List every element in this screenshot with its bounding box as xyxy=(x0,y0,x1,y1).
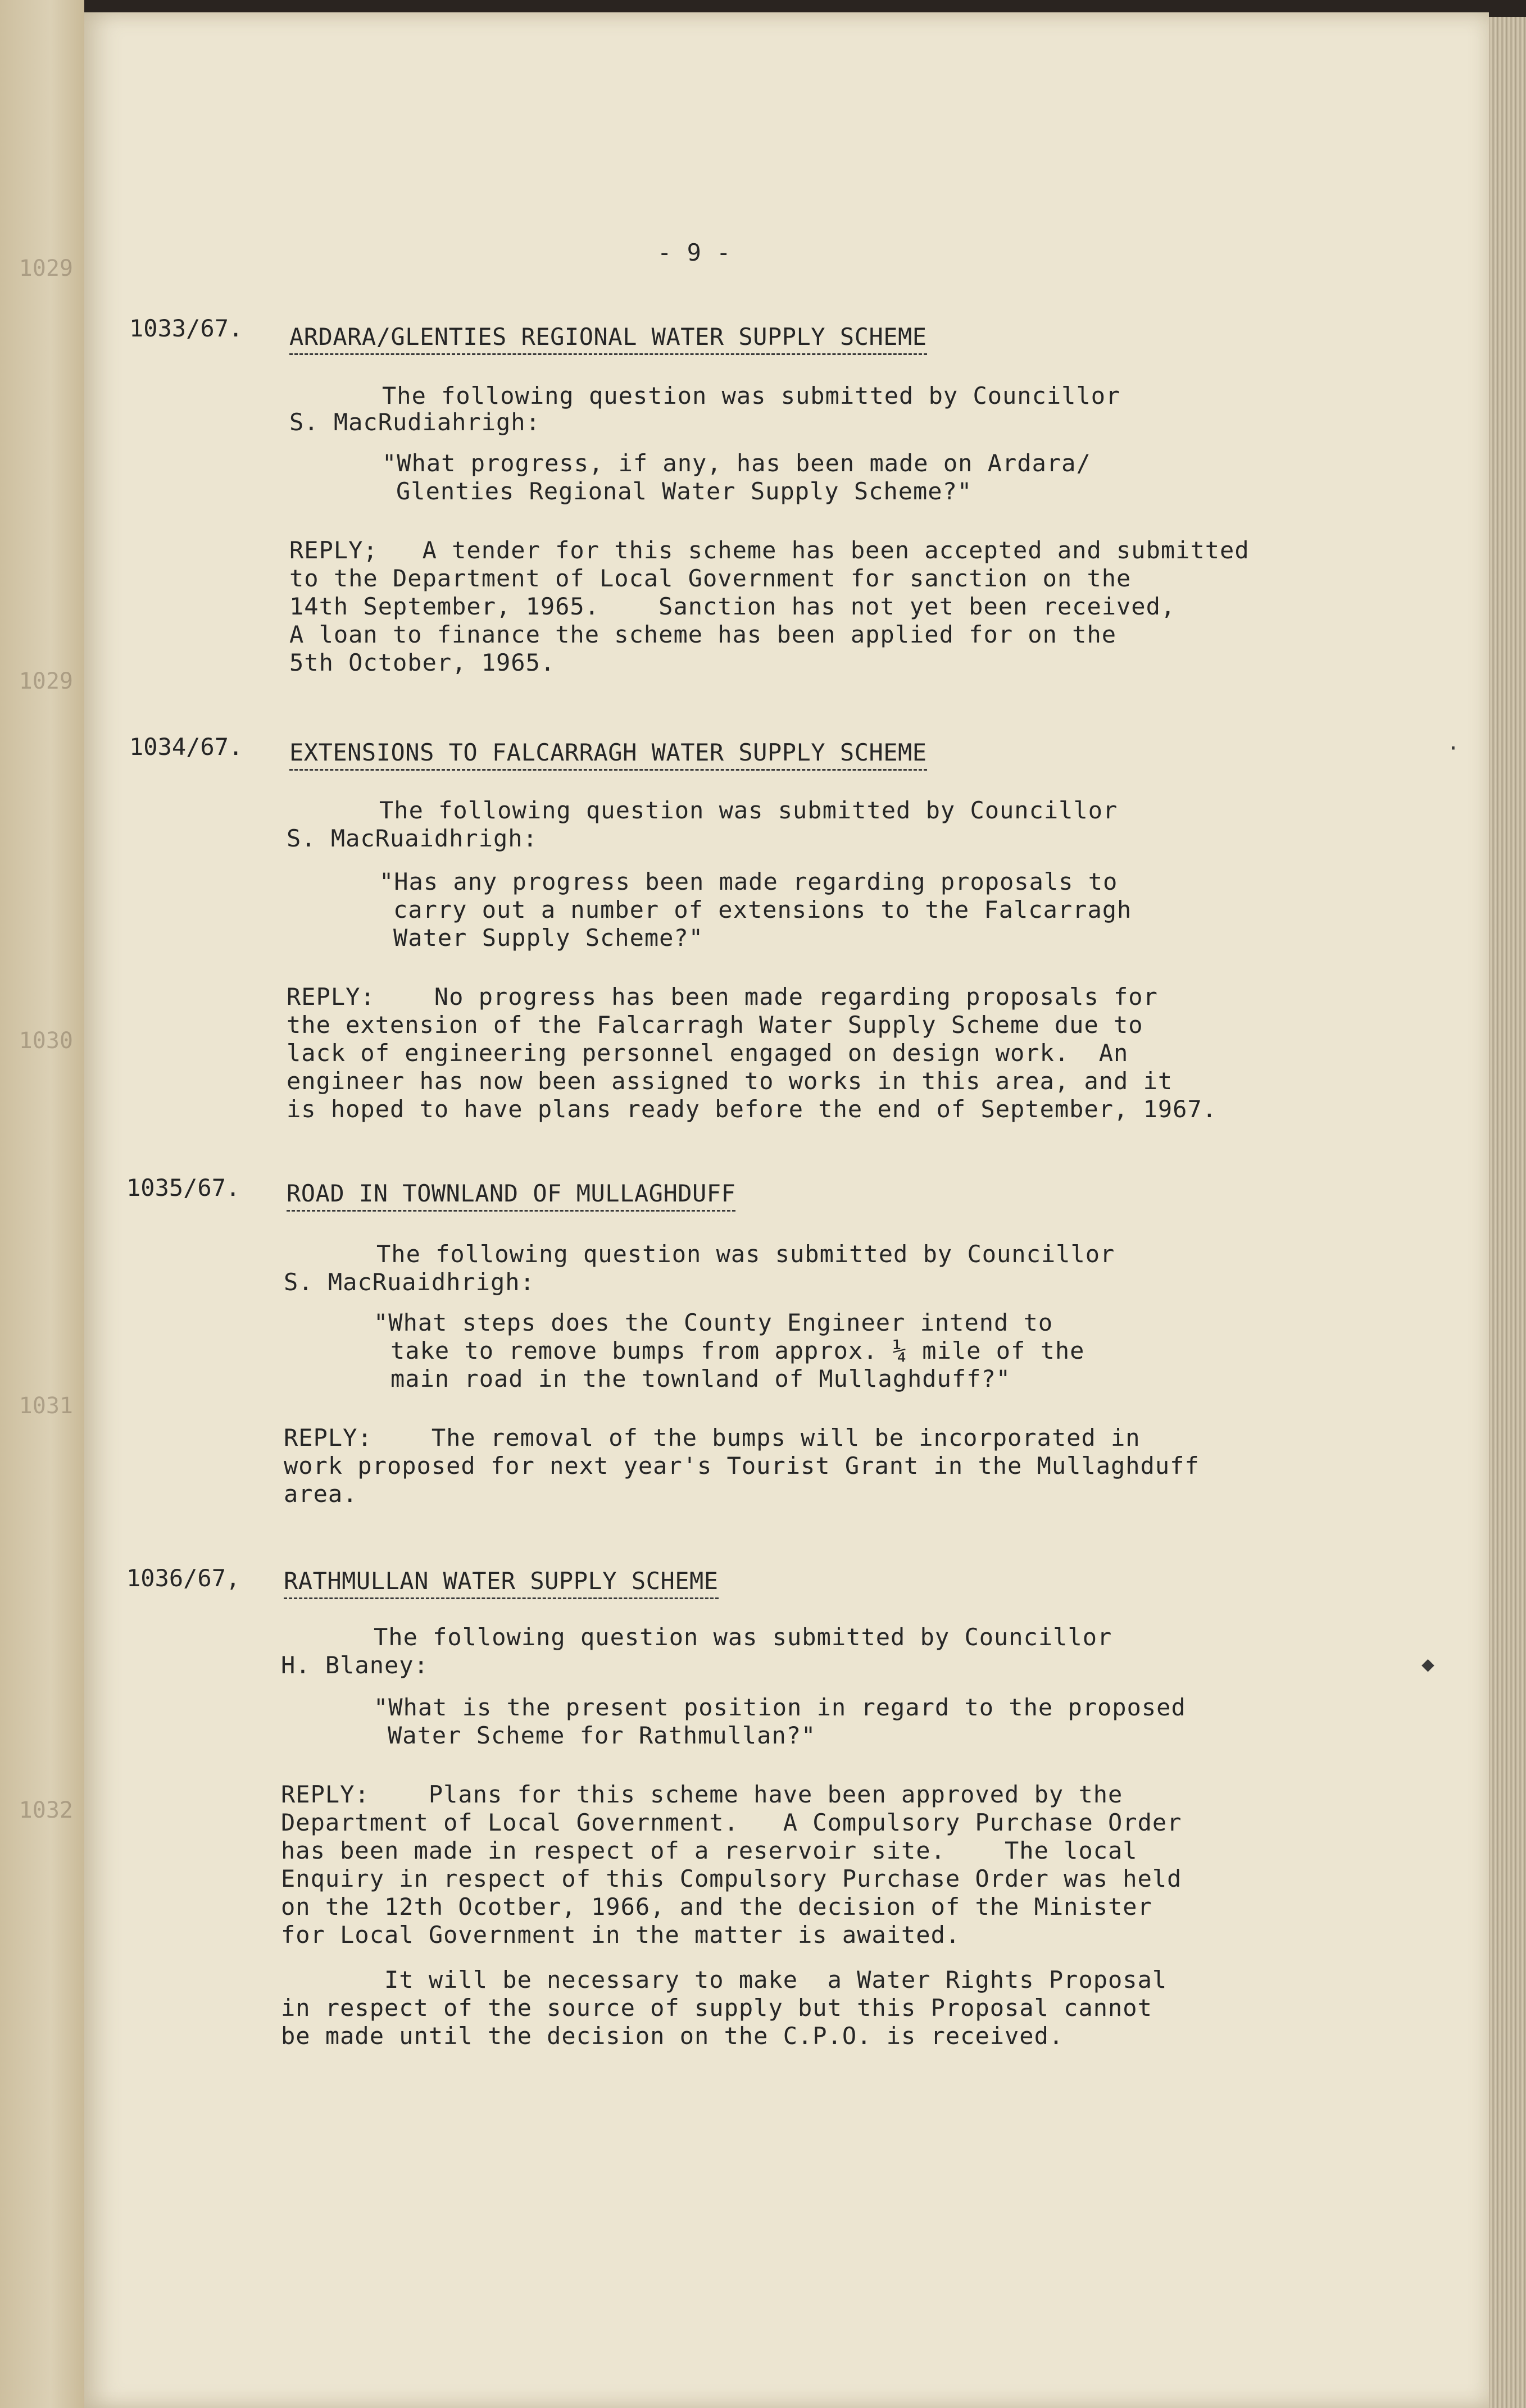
reply-line: area. xyxy=(284,1480,358,1508)
reply-line: Enquiry in respect of this Compulsory Purchase Order was held xyxy=(281,1865,1182,1892)
reply-continued-line: in respect of the source of supply but this Proposal cannot xyxy=(281,1994,1152,2022)
reply-line: is hoped to have plans ready before the end of September, 1967. xyxy=(287,1095,1218,1123)
reply-continued-line: be made until the decision on the C.P.O. is received. xyxy=(281,2022,1064,2050)
question-line: main road in the townland of Mullaghduff?" xyxy=(390,1365,1011,1392)
reply-line: to the Department of Local Government for sanction on the xyxy=(289,565,1132,592)
intro-line: The following question was submitted by Councillor xyxy=(379,796,1118,824)
margin-fragment: 1030 xyxy=(19,1028,73,1054)
page-stack-edge xyxy=(1489,17,1526,2408)
intro-line: S. MacRuaidhrigh: xyxy=(284,1268,535,1296)
stray-mark: · xyxy=(1447,736,1460,761)
reply-line: for Local Government in the matter is awaited. xyxy=(281,1921,961,1949)
intro-line: H. Blaney: xyxy=(281,1651,429,1679)
margin-fragment: 1032 xyxy=(19,1797,73,1823)
intro-line: The following question was submitted by Councillor xyxy=(382,382,1121,409)
reply-line: 5th October, 1965. xyxy=(289,649,556,676)
reply-line: A loan to finance the scheme has been applied for on the xyxy=(289,621,1117,648)
question-line: Water Supply Scheme?" xyxy=(393,924,704,952)
reply-continued-line: It will be necessary to make a Water Rights Proposal xyxy=(281,1966,1168,1993)
margin-fragment: 1031 xyxy=(19,1393,73,1419)
reply-line: REPLY: Plans for this scheme have been approved by the xyxy=(281,1781,1123,1808)
margin-fragment: 1029 xyxy=(19,256,73,281)
reply-line: on the 12th Ocotber, 1966, and the decision of the Minister xyxy=(281,1893,1152,1920)
page-number: - 9 - xyxy=(657,239,732,266)
item-heading: ROAD IN TOWNLAND OF MULLAGHDUFF xyxy=(287,1180,735,1212)
reply-line: has been made in respect of a reservoir site. The local xyxy=(281,1837,1138,1864)
reply-line: work proposed for next year's Tourist Grant in the Mullaghduff xyxy=(284,1452,1200,1480)
reply-line: 14th September, 1965. Sanction has not yet been received, xyxy=(289,593,1176,620)
intro-line: The following question was submitted by Councillor xyxy=(374,1623,1112,1651)
reply-line: Department of Local Government. A Compulsory Purchase Order xyxy=(281,1809,1182,1836)
item-number: 1034/67. xyxy=(129,733,243,761)
reply-line: REPLY; A tender for this scheme has been accepted and submitted xyxy=(289,536,1250,564)
question-line: Glenties Regional Water Supply Scheme?" xyxy=(396,477,973,505)
intro-line: S. MacRuaidhrigh: xyxy=(287,825,538,852)
question-line: carry out a number of extensions to the Falcarragh xyxy=(393,896,1132,923)
reply-line: lack of engineering personnel engaged on design work. An xyxy=(287,1039,1129,1067)
question-line: "What is the present position in regard to the proposed xyxy=(374,1694,1186,1721)
item-number: 1036/67, xyxy=(126,1564,240,1592)
question-line: take to remove bumps from approx. ¼ mile of the xyxy=(390,1337,1085,1364)
margin-fragment: 1029 xyxy=(19,668,73,694)
reply-line: REPLY: The removal of the bumps will be incorporated in xyxy=(284,1424,1141,1451)
question-line: "What progress, if any, has been made on Ardara/ xyxy=(382,449,1091,477)
reply-line: the extension of the Falcarragh Water Supply Scheme due to xyxy=(287,1011,1143,1039)
item-number: 1035/67. xyxy=(126,1174,240,1201)
reply-line: REPLY: No progress has been made regarding proposals for xyxy=(287,983,1158,1010)
item-number: 1033/67. xyxy=(129,315,243,342)
question-line: "Has any progress been made regarding proposals to xyxy=(379,868,1118,895)
facing-page-edge xyxy=(0,0,84,2408)
item-heading: RATHMULLAN WATER SUPPLY SCHEME xyxy=(284,1567,719,1599)
item-heading: EXTENSIONS TO FALCARRAGH WATER SUPPLY SCHEME xyxy=(289,739,927,771)
intro-line: The following question was submitted by Councillor xyxy=(376,1240,1115,1268)
reply-line: engineer has now been assigned to works in this area, and it xyxy=(287,1067,1173,1095)
intro-line: S. MacRudiahrigh: xyxy=(289,408,541,436)
question-line: "What steps does the County Engineer intend to xyxy=(374,1309,1053,1336)
item-heading: ARDARA/GLENTIES REGIONAL WATER SUPPLY SCHEME xyxy=(289,323,927,355)
stray-mark: ◆ xyxy=(1421,1651,1434,1676)
question-line: Water Scheme for Rathmullan?" xyxy=(388,1722,816,1749)
